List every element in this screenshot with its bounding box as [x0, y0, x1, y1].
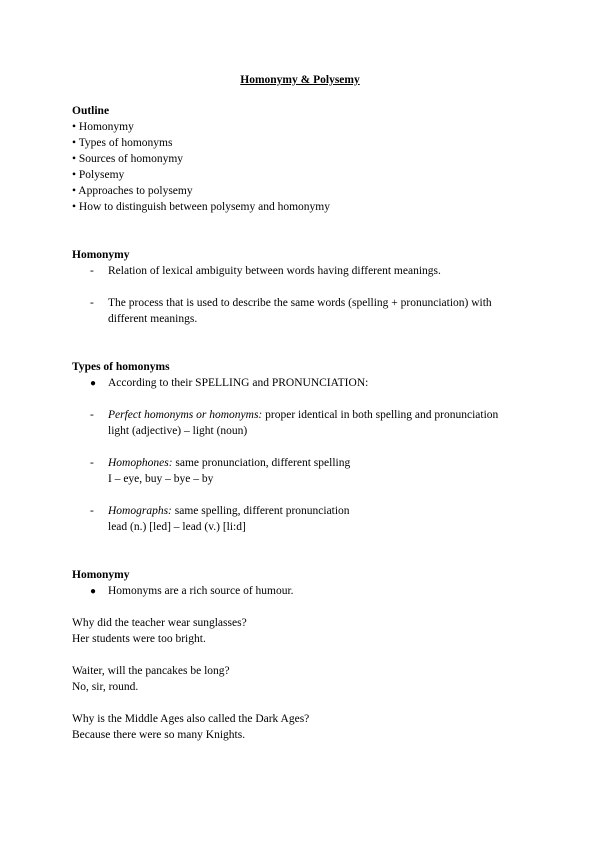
perfect-homonyms-example: light (adjective) – light (noun) — [108, 425, 248, 437]
section-heading-homonymy: Homonymy — [72, 249, 130, 261]
types-criterion: According to their SPELLING and PRONUNCIATION: — [108, 377, 369, 389]
homographs-line — [108, 504, 350, 519]
section-heading-types: Types of homonyms — [72, 361, 170, 373]
dash-marker: - — [90, 265, 94, 277]
homographs-example: lead (n.) [led] – lead (v.) [li:d] — [108, 521, 246, 533]
section-heading-humour: Homonymy — [72, 569, 130, 581]
outline-heading: Outline — [72, 105, 110, 117]
dash-marker: - — [90, 409, 94, 421]
homophones-term: Homophones: — [108, 457, 173, 469]
outline-item: • How to distinguish between polysemy and homonymy — [72, 201, 330, 213]
homographs-desc: same spelling, different pronunciation — [171, 505, 350, 517]
dash-marker: - — [90, 457, 94, 469]
bullet-icon: ● — [90, 586, 97, 597]
joke-question: Waiter, will the pancakes be long? — [72, 665, 230, 677]
humour-statement: Homonyms are a rich source of humour. — [108, 585, 294, 597]
page-title: Homonymy & Polysemy — [240, 74, 360, 86]
definition-2-line-1: The process that is used to describe the same words (spelling + pronunciation) with — [108, 297, 492, 309]
dash-marker: - — [90, 297, 94, 309]
joke-answer: Her students were too bright. — [72, 633, 206, 645]
joke-answer: No, sir, round. — [72, 681, 139, 693]
outline-item: • Sources of homonymy — [72, 153, 184, 165]
definition-2-line-2: different meanings. — [108, 313, 198, 325]
outline-item: • Approaches to polysemy — [72, 185, 193, 197]
perfect-homonyms-term: Perfect homonyms or homonyms: — [108, 409, 263, 421]
joke-answer: Because there were so many Knights. — [72, 729, 246, 741]
joke-question: Why is the Middle Ages also called the Dark Ages? — [72, 713, 310, 725]
homophones-example: I – eye, buy – bye – by — [108, 473, 214, 485]
homophones-desc: same pronunciation, different spelling — [172, 457, 351, 469]
outline-item: • Types of homonyms — [72, 137, 173, 149]
homophones-line — [108, 456, 350, 471]
homographs-term: Homographs: — [108, 505, 172, 517]
outline-item: • Homonymy — [72, 121, 134, 133]
dash-marker: - — [90, 505, 94, 517]
outline-item: • Polysemy — [72, 169, 125, 181]
perfect-homonyms-line — [108, 408, 498, 423]
bullet-icon: ● — [90, 378, 97, 389]
perfect-homonyms-desc: proper identical in both spelling and pronunciation — [262, 409, 499, 421]
joke-question: Why did the teacher wear sunglasses? — [72, 617, 247, 629]
definition-1: Relation of lexical ambiguity between words having different meanings. — [108, 265, 441, 277]
